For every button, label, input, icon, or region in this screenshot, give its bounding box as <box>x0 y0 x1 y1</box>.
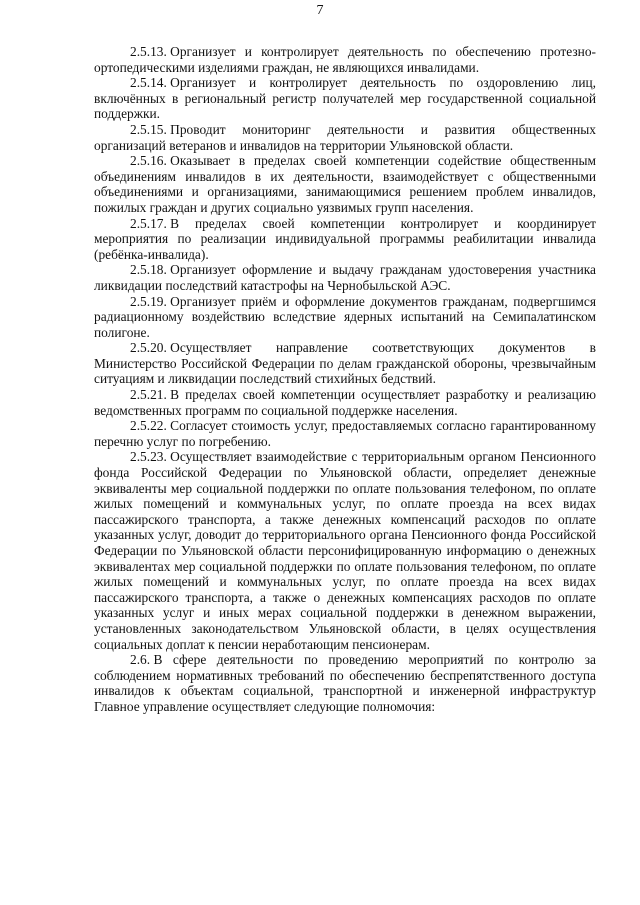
paragraph-2-6 <box>94 652 596 714</box>
paragraph-number: 2.5.23. <box>130 449 167 465</box>
paragraph-text: Осуществляет направление соответствующих документов в Министерство Российской Федерации по делам гражданской обороны, чрезвычайным ситуациям и ликвидации последствий стихийных бедствий. <box>94 340 596 387</box>
document-body <box>94 44 596 715</box>
paragraph-text: Оказывает в пределах своей компетенции содействие общественным объединениям инвалидов в их деятельности, взаимодействует с общественными объединениями и организациями, занимающимися решением проблем инвалидов, пожилых граждан и других социально уязвимых групп населения. <box>94 153 596 215</box>
paragraph-2-5-13 <box>94 44 596 75</box>
paragraph-text: Проводит мониторинг деятельности и развития общественных организаций ветеранов и инвалидов на территории Ульяновской области. <box>94 121 596 153</box>
paragraph-number: 2.5.15. <box>130 121 167 137</box>
paragraph-2-5-18 <box>94 262 596 293</box>
paragraph-text: Организует оформление и выдачу гражданам удостоверения участника ликвидации последствий катастрофы на Чернобыльской АЭС. <box>94 262 596 293</box>
paragraph-2-5-20 <box>94 340 596 387</box>
paragraph-2-5-17 <box>94 216 596 263</box>
paragraph-text: Организует и контролирует деятельность по обеспечению протезно-ортопедическими изделиями граждан, не являющихся инвалидами. <box>94 44 596 75</box>
paragraph-2-5-16 <box>94 153 596 215</box>
paragraph-2-5-23 <box>94 449 596 652</box>
paragraph-text: Осуществляет взаимодействие с территориальным органом Пенсионного фонда Российской Федерации по Ульяновской области, определяет денежные эквиваленты мер социальной поддержки по оплате пользования телефоном, по оплате жилых помещений и коммунальных услуг, по оплате проезда на всех видах пассажирского транспорта, а также денежных компенсаций расходов по оплате указанных услуг, доводит до территориального органа Пенсионного фонда Российской Федерации по Ульяновской области персонифицированную информацию о денежных эквивалентах мер социальной поддержки по оплате пользования телефоном, по оплате жилых помещений и коммунальных услуг, по оплате проезда на всех видах пассажирского транспорта, а также о денежных компенсациях расходов по оплате указанных услуг и иных мерах социальной поддержки в денежном выражении, установленных законодательством Ульяновской области, в целях осуществления социальных доплат к пенсии неработающим пенсионерам. <box>94 449 596 652</box>
paragraph-2-5-19 <box>94 294 596 341</box>
paragraph-number: 2.6. <box>130 652 151 668</box>
page-number: 7 <box>316 3 324 18</box>
paragraph-number: 2.5.22. <box>130 418 167 434</box>
paragraph-number: 2.5.20. <box>130 340 167 356</box>
paragraph-2-5-21 <box>94 387 596 418</box>
paragraph-2-5-22 <box>94 418 596 449</box>
paragraph-2-5-15 <box>94 122 596 153</box>
paragraph-number: 2.5.16. <box>130 153 167 169</box>
paragraph-2-5-14 <box>94 75 596 122</box>
paragraph-text: Организует и контролирует деятельность по оздоровлению лиц, включённых в региональный регистр получателей мер государственной социальной поддержки. <box>94 75 596 122</box>
paragraph-number: 2.5.19. <box>130 293 167 309</box>
paragraph-text: В пределах своей компетенции контролирует и координирует мероприятия по реализации индивидуальной программы реабилитации инвалида (ребёнка-инвалида). <box>94 215 596 262</box>
paragraph-text: В сфере деятельности по проведению мероприятий по контролю за соблюдением нормативных требований по обеспечению беспрепятственного доступа инвалидов к объектам социальной, транспортной и инженерной инфраструктур Главное управление осуществляет следующие полномочия: <box>94 652 596 714</box>
paragraph-number: 2.5.14. <box>130 75 167 91</box>
paragraph-number: 2.5.18. <box>130 262 167 278</box>
paragraph-number: 2.5.21. <box>130 387 167 403</box>
paragraph-text: Согласует стоимость услуг, предоставляемых согласно гарантированному перечню услуг по погребению. <box>94 418 596 449</box>
paragraph-text: Организует приём и оформление документов гражданам, подвергшимся радиационному воздействию вследствие ядерных испытаний на Семипалатинском полигоне. <box>94 293 596 340</box>
paragraph-number: 2.5.13. <box>130 44 167 59</box>
paragraph-text: В пределах своей компетенции осуществляет разработку и реализацию ведомственных программ по социальной поддержке населения. <box>94 387 596 418</box>
paragraph-number: 2.5.17. <box>130 215 167 231</box>
